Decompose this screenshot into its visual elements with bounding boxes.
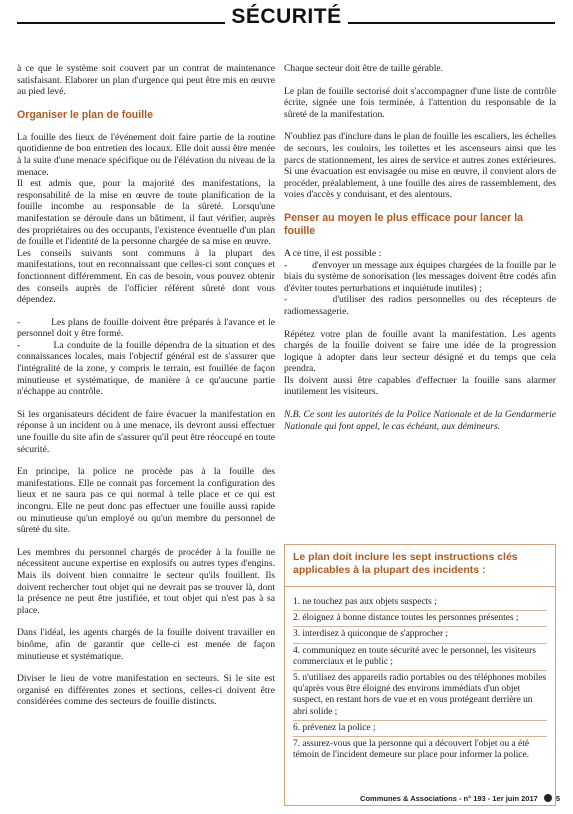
- paragraph: Les conseils suivants sont communs à la plupart des manifestations, tout en reconnaissant que celles-ci sont conçues et fonctionnent différemment. En cas de besoin, vous pouvez obtenir des conseils auprès de l'officier référent sûreté dont vous dépendez.: [17, 247, 275, 306]
- key-instructions-box: [284, 544, 556, 806]
- paragraph: Diviser le lieu de votre manifestation en secteurs. Si le site est organisé en différentes zones et sections, celles-ci doivent être considérées comme des secteurs de fouille distincts.: [17, 673, 275, 708]
- bullet-paragraph: - d'envoyer un message aux équipes chargées de la fouille par le biais du système de sonorisation (les messages doivent être codés afin d'éviter toutes perturbations et inquiétude inutiles) ;: [284, 259, 556, 294]
- paragraph: Ils doivent aussi être capables d'effectuer la fouille sans alarmer inutilement les visiteurs.: [284, 374, 556, 398]
- subheading-penser: Penser au moyen le plus efficace pour lancer la fouille: [284, 211, 524, 237]
- paragraph: A ce titre, il est possible :: [284, 247, 382, 259]
- note-paragraph: N.B. Ce sont les autorités de la Police Nationale et de la Gendarmerie Nationale qui font appel, le cas échéant, aux démineurs.: [284, 409, 556, 432]
- paragraph: Il est admis que, pour la majorité des manifestations, la responsabilité de la mise en œuvre de toute planification de la fouille incombe au responsable de la sûreté. Lorsqu'une manifestation se déroule dans un bâtiment, il faut vérifier, auprès des propriétaires ou des occupants, l'existence éventuelle d'un plan de fouille et l'identité de la personne chargée de sa mise en œuvre.: [17, 178, 275, 248]
- list-item: 1. ne touchez pas aux objets suspects ;: [293, 595, 547, 611]
- paragraph: Répétez votre plan de fouille avant la manifestation. Les agents chargés de la fouille doivent se faire une idée de la progression logique à adopter dans leur secteur désigné et du temps que cela prendra.: [284, 328, 556, 375]
- paragraph: N'oubliez pas d'inclure dans le plan de fouille les escaliers, les échelles de secours, les couloirs, les toilettes et les ascenseurs ainsi que les parcs de stationnement, les aires de service et autres zones extérieures. Si une évacuation est envisagée ou mise en œuvre, il convient alors de procéder, préalablement, à une fouille des aires de rassemblement, des voies d'accès y conduisant, et des alentours.: [284, 131, 556, 201]
- paragraph: La fouille des lieux de l'événement doit faire partie de la routine quotidienne de bon entretien des locaux. Elle doit aussi être menée à la suite d'une menace spécifique ou de l'élévation du niveau de la menace.: [17, 131, 275, 178]
- section-title: SÉCURITÉ: [231, 5, 342, 28]
- page-footer: [300, 794, 560, 803]
- list-item: 4. communiquez en toute sécurité avec le personnel, les visiteurs commerciaux et le public ;: [293, 644, 547, 671]
- left-column: [17, 63, 275, 719]
- list-item: 7. assurez-vous que la personne qui a découvert l'objet ou a été témoin de l'incident demeure sur place pour informer la police.: [293, 739, 529, 761]
- paragraph: à ce que le système soit couvert par un contrat de maintenance satisfaisant. Elaborer un plan d'urgence qui peut être mis en œuvre au pied levé.: [17, 63, 275, 98]
- paragraph: Les membres du personnel chargés de procéder à la fouille ne nécessitent aucune expertise en explosifs ou autres types d'engins. Mais ils doivent bien connaitre le secteur qu'ils fouillent. Ils doivent rechercher tout objet qui ne devrait pas se trouver là, dont la présence ne peut être justifiée, et tout objet qui n'est pas à sa place.: [17, 546, 275, 616]
- list-item: 3. interdisez à quiconque de s'approcher ;: [293, 627, 547, 643]
- paragraph: Si les organisateurs décident de faire évacuer la manifestation en réponse à un incident ou à une menace, ils devront aussi effectuer une fouille du site afin de s'assurer qu'il peut être réoccupé en toute sécurité.: [17, 408, 275, 455]
- list-item: 6. prévenez la police ;: [293, 721, 547, 737]
- paragraph: Chaque secteur doit être de taille gérable.: [284, 63, 444, 74]
- right-column: [284, 63, 556, 443]
- footer-text: Communes & Associations - n° 193 - 1er juin 2017: [360, 794, 538, 803]
- publication-logo-icon: [544, 794, 552, 802]
- box-title: Le plan doit inclure les sept instructions clés applicables à la plupart des incidents :: [285, 545, 555, 587]
- header-rule-right: [348, 22, 555, 24]
- list-item: 5. n'utilisez des appareils radio portables ou des téléphones mobiles qu'après vous être éloigné des environs immédiats d'un objet suspect, en restant hors de vue et en vous protégeant derrière un abri solide ;: [293, 671, 547, 721]
- paragraph: Dans l'idéal, les agents chargés de la fouille doivent travailler en binôme, afin de garantir que celle-ci est menée de façon minutieuse et systématique.: [17, 627, 275, 662]
- page-number: 5: [555, 794, 560, 803]
- subheading-organiser: Organiser le plan de fouille: [17, 108, 153, 121]
- paragraph: En principe, la police ne procède pas à la fouille des manifestations. Elle ne connait pas forcement la configuration des lieux et ne saura pas ce qui normal à telle place et ce qui est incongru. Elle ne peut donc pas effectuer une fouille aussi rapide ou minutieuse qu'un employé ou qu'un membre du personnel de sûreté du site.: [17, 466, 275, 536]
- bullet-paragraph: - La conduite de la fouille dépendra de la situation et des connaissances locales, mais l'objectif général est de s'assurer que l'intégralité de la zone, y compris le terrain, est fouillée de façon minutieuse et systématique, de manière à ce qu'aucune partie n'échappe au contrôle.: [17, 339, 275, 398]
- paragraph: Le plan de fouille sectorisé doit s'accompagner d'une liste de contrôle écrite, signée une fois terminée, à l'attention du responsable de la sûreté de la manifestation.: [284, 85, 556, 120]
- bullet-paragraph: - d'utiliser des radios personnelles ou des récepteurs de radiomessagerie.: [284, 294, 556, 317]
- bullet-paragraph: - Les plans de fouille doivent être préparés à l'avance et le personnel doit y être formé.: [17, 316, 275, 340]
- list-item: 2. éloignez à bonne distance toutes les personnes présentes ;: [293, 611, 547, 627]
- instructions-list: [285, 587, 555, 763]
